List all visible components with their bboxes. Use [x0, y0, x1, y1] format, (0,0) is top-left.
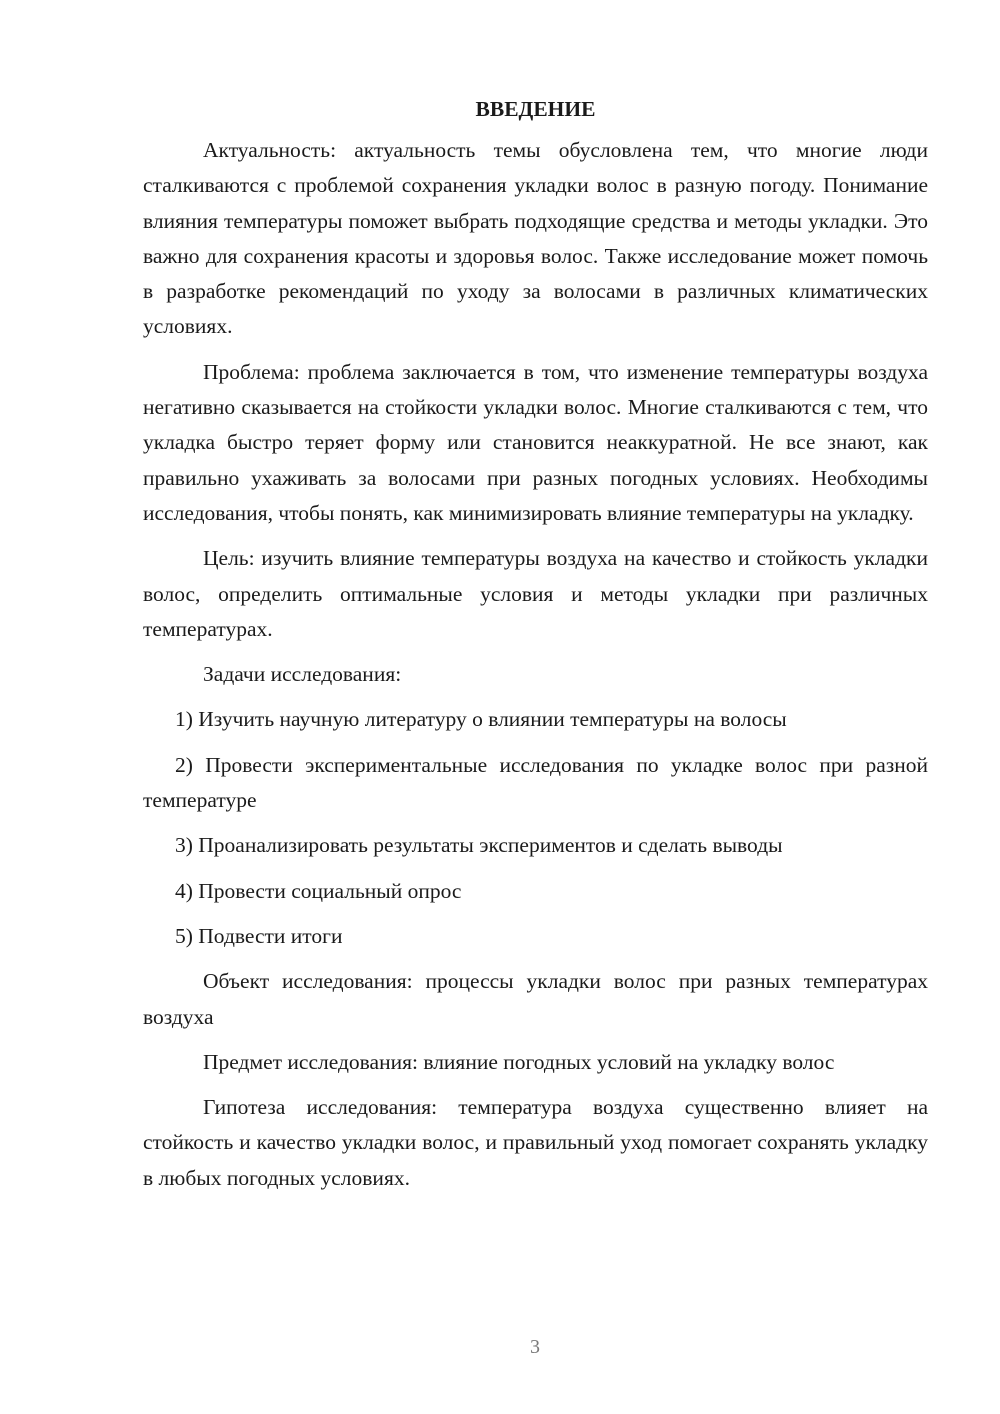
relevance-paragraph: Актуальность: актуальность темы обусловлена тем, что многие люди сталкиваются с проблемой сохранения укладки волос в разную погоду. Понимание влияния температуры поможет выбрать подходящие средства и методы укладки. Это важно для сохранения красоты и здоровья волос. Также исследование может помочь в разработке рекомендаций по уходу за волосами в различных климатических условиях.: [143, 138, 928, 339]
hypothesis-paragraph: Гипотеза исследования: температура воздуха существенно влияет на стойкость и качество укладки волос, и правильный уход помогает сохранять укладку в любых погодных условиях.: [143, 1095, 928, 1190]
tasks-heading: Задачи исследования:: [203, 662, 402, 687]
task-item: 1) Изучить научную литературу о влиянии температуры на волосы: [175, 707, 787, 732]
object-paragraph: Объект исследования: процессы укладки волос при разных температурах воздуха: [143, 969, 928, 1029]
page-number: 3: [530, 1336, 540, 1358]
goal-paragraph: Цель: изучить влияние температуры воздуха на качество и стойкость укладки волос, определить оптимальные условия и методы укладки при различных температурах.: [143, 546, 928, 641]
problem-paragraph: Проблема: проблема заключается в том, что изменение температуры воздуха негативно сказывается на стойкости укладки волос. Многие сталкиваются с тем, что укладка быстро теряет форму или становится неаккуратной. Не все знают, как правильно ухаживать за волосами при разных погодных условиях. Необходимы исследования, чтобы понять, как минимизировать влияние температуры на укладку.: [143, 359, 928, 525]
section-title: ВВЕДЕНИЕ: [475, 97, 596, 121]
subject-paragraph: Предмет исследования: влияние погодных условий на укладку волос: [203, 1049, 835, 1074]
task-item: 3) Проанализировать результаты экспериментов и сделать выводы: [175, 833, 783, 858]
task-item: 2) Провести экспериментальные исследования по укладке волос при разной температуре: [143, 752, 928, 813]
task-item: 4) Провести социальный опрос: [175, 878, 462, 903]
document-page: [143, 92, 928, 1206]
task-item: 5) Подвести итоги: [175, 923, 343, 948]
